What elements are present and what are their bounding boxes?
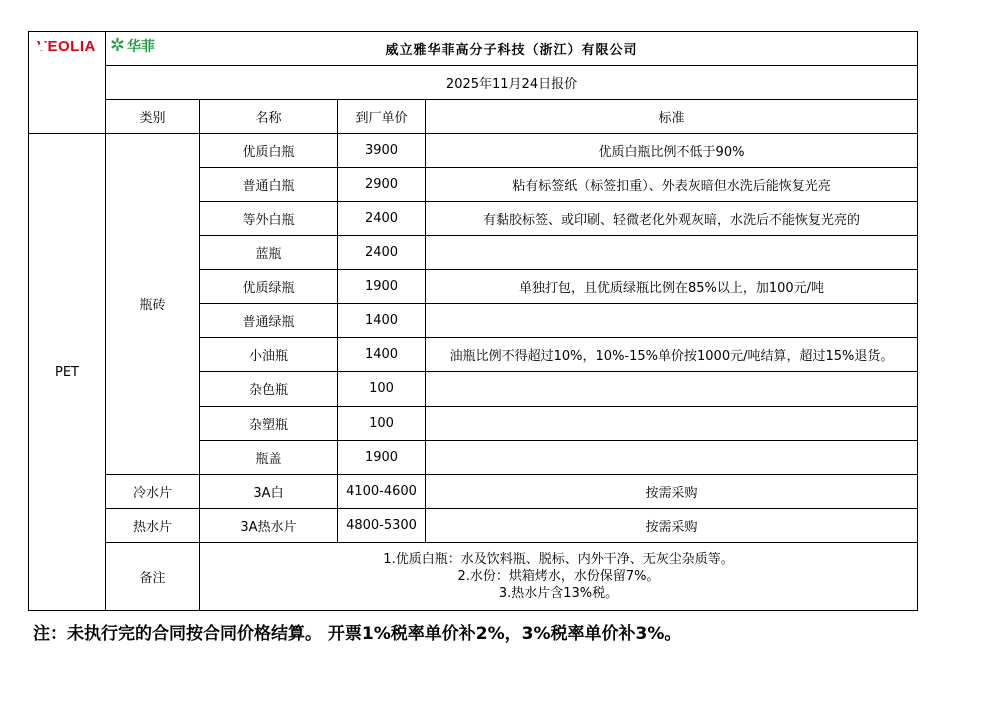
standard-cell: 按需采购 [426,474,918,508]
price-cell: 4100-4600 [338,474,426,508]
name-cell: 杂色瓶 [200,372,338,406]
standard-cell: 有黏胶标签、或印刷、轻微老化外观灰暗，水洗后不能恢复光亮的 [426,202,918,236]
standard-cell: 优质白瓶比例不低于90% [426,134,918,168]
remark-line: 1.优质白瓶：水及饮料瓶、脱标、内外干净、无灰尘杂质等。 [383,551,734,567]
price-table [28,31,918,611]
remarks-row [29,542,918,610]
name-cell: 3A热水片 [200,508,338,542]
header-standard: 标准 [426,100,918,134]
logo-group [34,35,155,57]
name-cell: 杂塑瓶 [200,406,338,440]
standard-cell [426,406,918,440]
standard-cell [426,440,918,474]
remark-line: 3.热水片含13%税。 [498,585,619,601]
veolia-logo-text: VEOLIA [37,37,96,55]
huafei-logo-text: 华菲 [126,39,155,55]
quote-date: 2025年11月24日报价 [106,66,918,100]
name-cell: 优质白瓶 [200,134,338,168]
name-cell: 小油瓶 [200,338,338,372]
table-row [29,474,918,508]
huafei-logo [110,36,155,56]
main-category-cell: PET [29,134,106,611]
name-cell: 等外白瓶 [200,202,338,236]
header-name: 名称 [200,100,338,134]
name-cell: 3A白 [200,474,338,508]
standard-cell: 单独打包，且优质绿瓶比例在85%以上，加100元/吨 [426,270,918,304]
standard-cell [426,372,918,406]
price-cell: 4800-5300 [338,508,426,542]
price-cell: 1900 [338,270,426,304]
remarks-label: 备注 [106,542,200,610]
price-cell: 100 [338,406,426,440]
subcategory-cell: 热水片 [106,508,200,542]
standard-cell: 油瓶比例不得超过10%，10%-15%单价按1000元/吨结算，超过15%退货。 [426,338,918,372]
name-cell: 普通绿瓶 [200,304,338,338]
name-cell: 优质绿瓶 [200,270,338,304]
price-cell: 1400 [338,304,426,338]
table-row [29,134,918,168]
price-cell: 1900 [338,440,426,474]
name-cell: 蓝瓶 [200,236,338,270]
price-cell: 2400 [338,202,426,236]
company-title: 威立雅华菲高分子科技（浙江）有限公司 [106,32,918,66]
leaf-icon: ✲ [109,35,125,56]
price-cell: 2400 [338,236,426,270]
price-cell: 100 [338,372,426,406]
header-price: 到厂单价 [338,100,426,134]
standard-cell [426,236,918,270]
subcategory-cell: 冷水片 [106,474,200,508]
subcategory-cell: 瓶砖 [106,134,200,474]
standard-cell: 粘有标签纸（标签扣重）、外表灰暗但水洗后能恢复光亮 [426,168,918,202]
header-category: 类别 [106,100,200,134]
standard-cell [426,304,918,338]
name-cell: 瓶盖 [200,440,338,474]
price-cell: 2900 [338,168,426,202]
remark-line: 2.水份：烘箱烤水，水份保留7%。 [457,568,660,584]
remarks-content [200,542,918,610]
standard-cell: 按需采购 [426,508,918,542]
price-cell: 1400 [338,338,426,372]
price-cell: 3900 [338,134,426,168]
footer-note: 注：未执行完的合同按合同价格结算。 开票1%税率单价补2%，3%税率单价补3%。 [33,624,682,644]
table-row [29,508,918,542]
name-cell: 普通白瓶 [200,168,338,202]
